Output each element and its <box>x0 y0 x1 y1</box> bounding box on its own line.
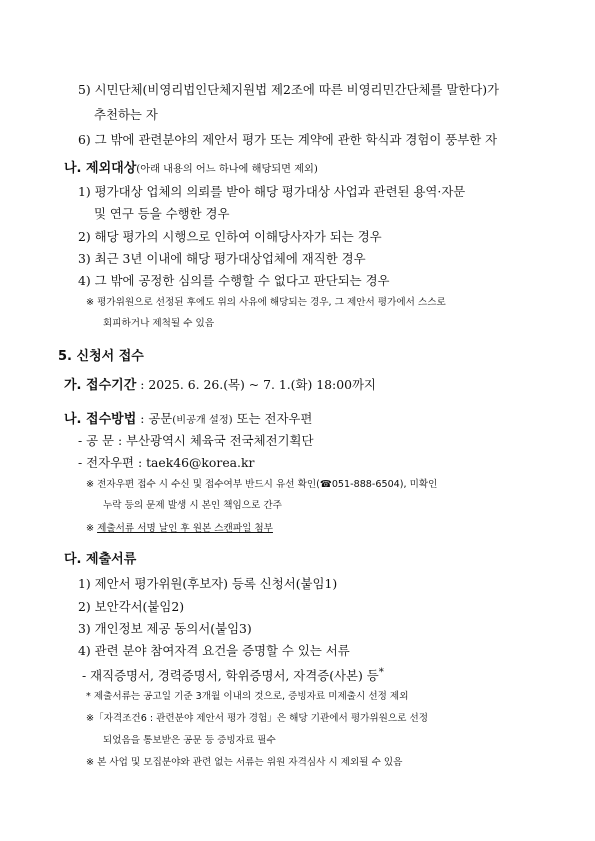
exclusion-label: 나. 제외대상 <box>64 161 137 176</box>
item-text: 그 밖에 공정한 심의를 수행할 수 없다고 판단되는 경우 <box>94 273 390 288</box>
item-text: 해당 평가의 시행으로 인하여 이해당사자가 되는 경우 <box>94 229 382 244</box>
method-value-note: (비공개 설정) <box>172 415 233 426</box>
exclusion-heading <box>64 160 318 178</box>
method-email-row <box>78 455 254 471</box>
list-item-continuation <box>94 107 158 123</box>
method-post: - 공 문 : 부산광역시 체육국 전국체전기획단 <box>78 433 314 448</box>
exclusion-note: (아래 내용의 어느 하나에 해당되면 제외) <box>136 164 318 175</box>
method-value: : 공문 <box>136 411 173 426</box>
item-text: 개인정보 제공 동의서(붙임3) <box>94 621 252 636</box>
documents-label: 다. 제출서류 <box>64 552 137 567</box>
item-text: 그 밖에 관련분야의 제안서 평가 또는 계약에 관한 학식과 경험이 풍부한 자 <box>94 132 498 147</box>
item-number: 4) <box>78 643 91 658</box>
item-text: 추천하는 자 <box>94 107 158 122</box>
list-item-continuation <box>94 206 229 222</box>
item-number: 4) <box>78 273 91 288</box>
item-text: 보안각서(붙임2) <box>94 599 185 614</box>
period-value: : 2025. 6. 26.(목) ~ 7. 1.(화) 18:00까지 <box>136 377 376 392</box>
documents-note-continuation: 되었음을 통보받은 공문 등 증빙자료 필수 <box>103 735 276 746</box>
list-item <box>78 643 350 659</box>
method-note-continuation: 누락 등의 문제 발생 시 본인 책임으로 간주 <box>103 500 282 511</box>
item-number: 2) <box>78 229 91 244</box>
footnote-marker: * <box>378 667 384 678</box>
item-text: 시민단체(비영리법인단체지원법 제2조에 따른 비영리민간단체를 말한다)가 <box>94 82 500 97</box>
list-item <box>78 82 499 98</box>
documents-sub-item: - 재직증명서, 경력증명서, 학위증명서, 자격증(사본) 등* <box>82 667 384 684</box>
documents-note: ※「자격조건6 : 관련분야 제안서 평가 경험」은 해당 기관에서 평가위원으로 선정 <box>86 713 429 724</box>
list-item <box>78 251 366 267</box>
method-row <box>64 411 312 429</box>
item-text: 평가대상 업체의 의뢰를 받아 해당 평가대상 사업과 관련된 용역·자문 <box>94 184 466 199</box>
documents-note: ※ 본 사업 및 모집분야와 관련 없는 서류는 위원 자격심사 시 제외될 수 있음 <box>86 757 403 768</box>
phone-icon: ☎ <box>319 479 332 490</box>
item-number: 3) <box>78 251 91 266</box>
list-item <box>78 229 382 245</box>
list-item <box>78 599 184 615</box>
method-note-scan: ※ 제출서류 서명 날인 후 원본 스캔파일 첨부 <box>86 523 273 534</box>
item-number: 6) <box>78 132 91 147</box>
item-number: 2) <box>78 599 91 614</box>
list-item <box>78 132 497 148</box>
item-text: 제안서 평가위원(후보자) 등록 신청서(붙임1) <box>94 576 338 591</box>
method-label: 나. 접수방법 <box>64 412 137 427</box>
item-number: 5) <box>78 82 91 97</box>
email-label: - 전자우편 : <box>78 455 147 470</box>
exclusion-remark: ※ 평가위원으로 선정된 후에도 위의 사유에 해당되는 경우, 그 제안서 평가에서 스스로 <box>86 297 446 308</box>
phone-number: 051-888-6504), 미확인 <box>331 479 438 490</box>
section-5-title: 5. 신청서 접수 <box>58 349 144 364</box>
period-row <box>64 377 376 394</box>
method-note: ※ 전자우편 접수 시 수신 및 접수여부 반드시 유선 확인(☎051-888-6504), 미확인 <box>86 479 438 490</box>
item-number: 3) <box>78 621 91 636</box>
method-value-tail: 또는 전자우편 <box>232 411 313 426</box>
period-label: 가. 접수기간 <box>64 378 137 393</box>
list-item <box>78 576 337 592</box>
list-item <box>78 621 252 637</box>
item-number: 1) <box>78 184 91 199</box>
list-item <box>78 184 465 200</box>
exclusion-remark-continuation: 회피하거나 제척될 수 있음 <box>103 318 215 329</box>
item-text: 및 연구 등을 수행한 경우 <box>94 206 230 221</box>
email-link[interactable]: taek46@korea.kr <box>146 455 255 470</box>
documents-note: * 제출서류는 공고일 기준 3개월 이내의 것으로, 증빙자료 미제출시 선정 제외 <box>86 691 409 702</box>
item-number: 1) <box>78 576 91 591</box>
scan-requirement: 제출서류 서명 날인 후 원본 스캔파일 첨부 <box>97 523 273 534</box>
item-text: 관련 분야 참여자격 요건을 증명할 수 있는 서류 <box>94 643 350 658</box>
list-item <box>78 273 390 289</box>
item-text: 최근 3년 이내에 해당 평가대상업체에 재직한 경우 <box>94 251 366 266</box>
